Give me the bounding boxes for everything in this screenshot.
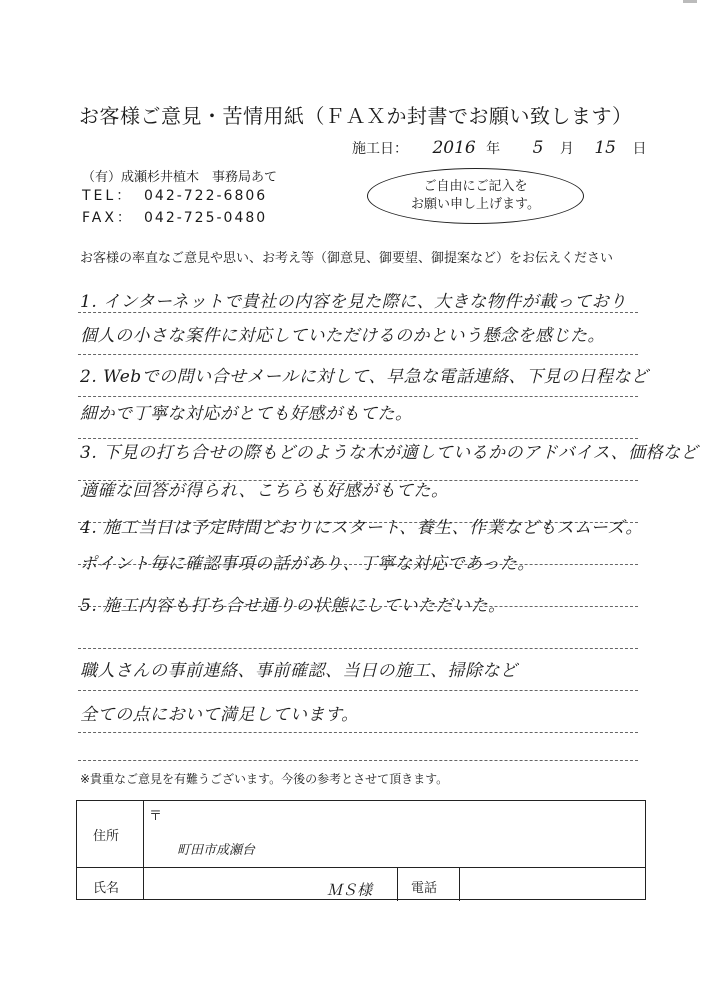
request-bubble	[367, 168, 584, 224]
ruled-line	[78, 396, 638, 397]
table-column-divider	[397, 867, 398, 901]
comment-line: ポイント毎に確認事項の話があり、丁寧な対応であった。	[80, 554, 535, 574]
comment-line: 4. 施工当日は予定時間どおりにスタート、養生、作業などもスムーズ。	[80, 518, 643, 538]
comment-line: 3. 下見の打ち合せの際もどのような木が適しているかのアドバイス、価格など	[80, 443, 699, 463]
ruled-line	[78, 760, 638, 761]
table-row-divider	[77, 867, 645, 868]
ruled-line	[78, 354, 638, 355]
address-value: 町田市成瀬台	[177, 843, 256, 858]
comment-line: 5. 施工内容も打ち合せ通りの状態にしていただいた。	[80, 596, 506, 616]
ruled-line	[78, 648, 638, 649]
comment-line: 個人の小さな案件に対応していただけるのかという懸念を感じた。	[80, 326, 605, 346]
fax-label: FAX：	[82, 210, 134, 226]
tel-row	[82, 185, 267, 205]
tel-number: 042-722-6806	[144, 188, 268, 204]
comment-line: 細かで丁寧な対応がとても好感がもてた。	[80, 404, 413, 424]
fax-row	[82, 207, 267, 227]
name-value: ＭＳ様	[327, 881, 373, 899]
ruled-line	[78, 312, 638, 313]
comment-line: 適確な回答が得られ、こちらも好感がもてた。	[80, 481, 449, 501]
instructions: お客様の率直なご意見や思い、お考え等（御意見、御要望、御提案など）をお伝えください	[80, 251, 614, 266]
address-label: 住所	[93, 829, 120, 844]
bubble-line-1: ご自由にご記入を	[423, 179, 528, 194]
date-year: 2016	[432, 138, 476, 158]
fax-number: 042-725-0480	[144, 210, 268, 226]
bubble-line-2: お願い申し上げます。	[411, 197, 540, 212]
comment-line: 職人さんの事前連絡、事前確認、当日の施工、掃除など	[80, 661, 518, 681]
comment-line: 全ての点において満足しています。	[80, 705, 359, 725]
phone-label: 電話	[411, 881, 438, 896]
date-label: 施工日：	[352, 141, 408, 157]
date-month: 5	[532, 138, 544, 158]
comment-line: 2. Webでの問い合せメールに対して、早急な電話連絡、下見の日程など	[80, 367, 649, 387]
scan-mark	[683, 0, 697, 3]
month-unit: 月	[559, 141, 574, 157]
name-label: 氏名	[93, 881, 120, 896]
ruled-line	[78, 690, 638, 691]
year-unit: 年	[486, 141, 501, 157]
table-column-divider	[459, 867, 460, 901]
comment-line: 1. インターネットで貴社の内容を見た際に、大きな物件が載っており	[80, 292, 627, 312]
tel-label: TEL：	[82, 188, 134, 204]
customer-info-table	[76, 800, 646, 900]
construction-date	[352, 138, 646, 158]
table-column-divider	[143, 801, 144, 899]
company-name: （有）成瀬杉井植木 事務局あて	[82, 170, 278, 185]
postal-mark: 〒	[149, 809, 163, 824]
form-title: お客様ご意見・苦情用紙（ＦＡＸか封書でお願い致します）	[79, 104, 633, 128]
thank-you-note: ※貴重なご意見を有難うございます。今後の参考とさせて頂きます。	[80, 772, 449, 786]
ruled-line	[78, 732, 638, 733]
date-day: 15	[594, 138, 616, 158]
day-unit: 日	[632, 141, 647, 157]
